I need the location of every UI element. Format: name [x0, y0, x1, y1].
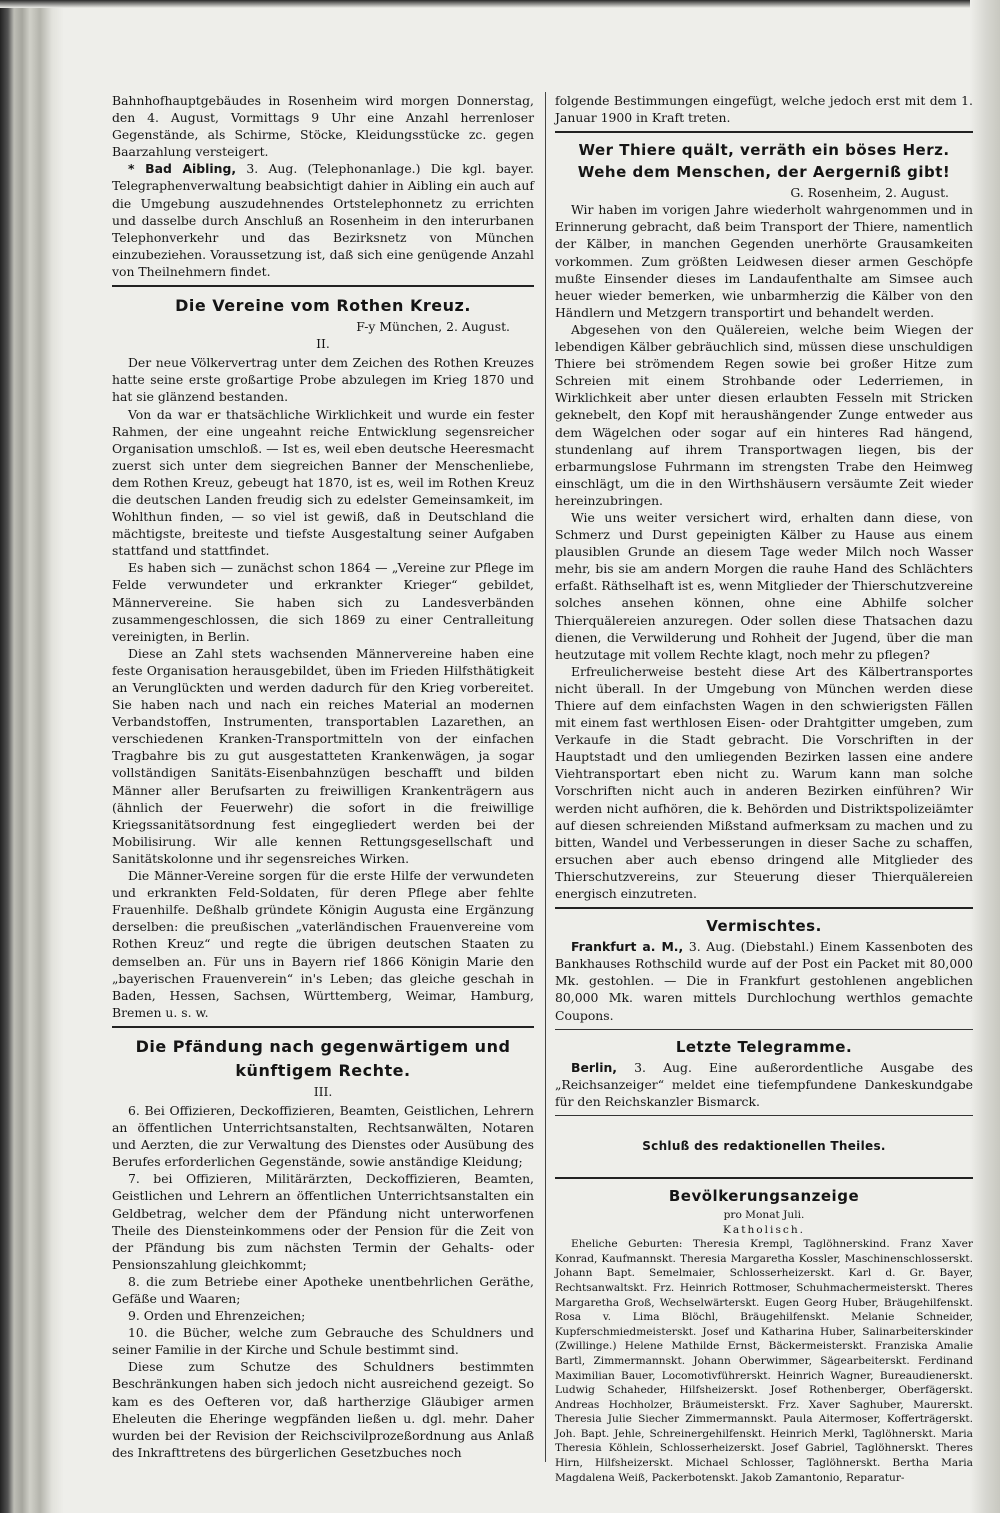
telegramme-text: 3. Aug. Eine außerordentliche Ausgabe des „Reichsanzeiger“ meldet eine tiefempfundene Dankeskundgabe für den Reichskanzler Bismarck. [555, 1059, 973, 1109]
rothes-kreuz-dateline: F-y München, 2. August. [356, 319, 510, 335]
closing-note: Schluß des redaktionellen Theiles. [642, 1138, 886, 1153]
thiere-heading-line1: Wer Thiere quält, verräth ein böses Herz. [578, 141, 950, 160]
left-column [112, 92, 534, 1461]
thiere-heading-line2: Wehe dem Menschen, der Aergerniß gibt! [577, 163, 951, 182]
intro-paragraph: Bahnhofhauptgebäudes in Rosenheim wird morgen Donnerstag, den 4. August, Vormittags 9 Uhr eine Anzahl herrenloser Gegenstände, als Schirme, Stöcke, Kleidungsstücke zc. gegen Baarzahlung versteigert. [112, 93, 534, 160]
section-rule [555, 131, 973, 133]
thiere-p3: Wie uns weiter versichert wird, erhalten dann diese, von Schmerz und Durst gepeinigten Kälber zu Hause aus einem plausiblen Grunde an diesem Tage weder Milch noch Wasser mehr, bis sie am andern Morgen die rauhe Hand des Schlächters erfaßt. Räthselhaft ist es, wenn Mitglieder der Thierschutzvereine solches ansehen können, ohne eine Abhilfe solcher Thierquälereien anzuregen. Oder sollen diese Thatsachen dazu dienen, die Verwilderung und Rohheit der Jugend, über die man heutzutage mit vollem Rechte klagt, noch mehr zu pflegen? [555, 509, 973, 662]
telegramme-paragraph [555, 1059, 973, 1110]
rothes-kreuz-part: II. [316, 336, 330, 352]
pfaendung-p2: 7. bei Offizieren, Militärärzten, Deckoffizieren, Beamten, Geistlichen und Lehrern an öffentlichen Unterrichtsanstalten ein Geldbetrag, welcher dem der Pfändung nicht unterworfenen Theile des Diensteinkommens oder der Pension für die Zeit von der Pfändung bis zum nächsten Termin der Gehalts- oder Pensionszahlung gleichkommt; [112, 1171, 534, 1272]
pfaendung-p3: 8. die zum Betriebe einer Apotheke unentbehrlichen Geräthe, Gefäße und Waaren; [112, 1273, 534, 1306]
pfaendung-p5: 10. die Bücher, welche zum Gebrauche des Schuldners und seiner Familie in der Kirche und Schule bestimmt sind. [112, 1325, 534, 1358]
page-top-shadow [0, 0, 1000, 8]
rothes-kreuz-p2: Von da war er thatsächliche Wirklichkeit und wurde ein fester Rahmen, der eine ungeahnt reiche Entwicklung segensreicher Organisation umschloß. — Ist es, weil eben deutsche Heeresmacht zuerst sich unter dem siegreichen Banner der Menschenliebe, dem Rothen Kreuz, gebeugt hat 1870, ist es, weil im Rothen Kreuz die deutschen Landen freudig sich zu edelster Gemeinsamkeit, im Wohlthun finden, — so viel ist gewiß, daß in Deutschland die mächtigste, breiteste und tiefste Ausgestaltung seiner Aufgaben stattfand und stattfindet. [112, 406, 534, 559]
right-column [555, 92, 973, 1485]
vermischtes-text: 3. Aug. (Diebstahl.) Einem Kassenboten des Bankhauses Rothschild wurde auf der Post ein Packet mit 80,000 Mk. gestohlen. — Die in Frankfurt gestohlenen angeblichen 80,000 Mk. waren mittels Durchlochung werthlos gemachte Coupons. [555, 939, 973, 1023]
pfaendung-p6: Diese zum Schutze des Schuldners bestimmten Beschränkungen haben sich jedoch nicht ausreichend gezeigt. So kam es des Oefteren vor, daß hartherzige Gläubiger armen Eheleuten die Eheringe wegpfänden ließen u. dgl. mehr. Daher wurden bei der Revision der Reichscivilprozeßordnung aus Anlaß des Inkrafttretens des bürgerlichen Gesetzbuches noch [112, 1359, 534, 1460]
rothes-kreuz-p1: Der neue Völkervertrag unter dem Zeichen des Rothen Kreuzes hatte seine erste großartige Probe abzulegen im Krieg 1870 und hat sie glänzend bestanden. [112, 355, 534, 405]
thiere-p1: Wir haben im vorigen Jahre wiederholt wahrgenommen und in Erinnerung gebracht, daß beim Transport der Thiere, namentlich der Kälber, in manchen Gegenden unerhörte Grausamkeiten vorkommen. Zum größten Leidwesen dieser armen Geschöpfe mußte Einsender dieses im Landaufenthalte am Simsee auch heuer wieder bemerken, wie unbarmherzig die Kälber von den Händlern und Metzgern transportirt und behandelt werden. [555, 202, 973, 320]
section-rule [112, 285, 534, 287]
aibling-paragraph [112, 160, 534, 280]
section-rule [555, 1029, 973, 1030]
column-divider [545, 92, 546, 1462]
bevoelkerung-heading: Bevölkerungsanzeige [668, 1186, 860, 1205]
thiere-p2: Abgesehen von den Quälereien, welche beim Wiegen der lebendigen Kälber gebräuchlich sind, müssen diese unschuldigen Thiere bei strömendem Regen sowie bei großer Hitze zum Schreien mit einem Strohbande oder Lederriemen, in Wirklichkeit aber unter diesen erlaubten Fesseln mit Stricken geknebelt, den Kopf mit heraushängender Zunge entweder aus dem Wägelchen oder sogar auf ein hinteres Rad hängend, stundenlang auf ihrem Transportwagen liegen, bis der erbarmungslose Fuhrmann im strengsten Trabe den Heimweg einschlägt, um die in den Wirthshäusern versäumte Zeit wieder hereinzubringen. [555, 321, 973, 508]
thiere-p4: Erfreulicherweise besteht diese Art des Kälbertransportes nicht überall. In der Umgebung von München werden diese Thiere auf dem einfachsten Wagen in den schwierigsten Fällen mit einem fast werthlosen Eisen- oder Drahtgitter umgeben, zum Verkaufe in die Stadt gebracht. Die Vorschriften in der Hauptstadt und den umliegenden Bezirken lassen eine andere Viehtransportart eben nicht zu. Warum kann man solche Vorschriften nicht auch in anderen Bezirken einführen? Wir werden nicht aufhören, die k. Behörden und Distriktspolizeiämter auf diesen schreienden Mißstand aufmerksam zu machen und zu bitten, Wandel und Verbesserungen in dieser Sache zu schaffen, ersuchen aber auch ebenso dringend alle Mitglieder des Thierschutzvereins, zur Steuerung dieser Thierquälereien energisch einzutreten. [555, 663, 973, 902]
pfaendung-heading-line1: Die Pfändung nach gegenwärtigem und [135, 1036, 511, 1056]
pfaendung-p1: 6. Bei Offizieren, Deckoffizieren, Beamten, Geistlichen, Lehrern an öffentlichen Unterrichtsanstalten, Rechtsanwälten, Notaren und Aerzten, die zur Verwaltung des Dienstes oder Ausübung des Berufes erforderlichen Gegenstände, sowie anständige Kleidung; [112, 1102, 534, 1170]
rothes-kreuz-p3: Es haben sich — zunächst schon 1864 — „Vereine zur Pflege im Felde verwundeter und erkrankter Krieger“ gebildet, Männervereine. Sie haben sich zu Landesverbänden zusammengeschlossen, die sich 1869 zu einer Centralleitung vereinigten, in Berlin. [112, 560, 534, 644]
page-right-edge [970, 0, 1000, 1513]
bevoelkerung-subheading: pro Monat Juli. [723, 1208, 805, 1221]
aibling-text: 3. Aug. (Telephonanlage.) Die kgl. bayer. Telegraphenverwaltung beabsichtigt dahier in Aibling ein auch auf die Umgebung auszudehnendes Ortstelephonnetz zu errichten und dasselbe durch Anschluß an Rosenheim in den interurbanen Telephonverkehr und das Bezirksnetz von München einzubeziehen. Voraussetzung ist, daß sich eine genügende Anzahl von Theilnehmern findet. [112, 161, 534, 279]
thiere-dateline: G. Rosenheim, 2. August. [790, 185, 949, 201]
vermischtes-heading: Vermischtes. [706, 917, 822, 936]
continuation-paragraph: folgende Bestimmungen eingefügt, welche jedoch erst mit dem 1. Januar 1900 in Kraft treten. [555, 93, 973, 126]
section-rule [112, 1026, 534, 1028]
rothes-kreuz-p5: Die Männer-Vereine sorgen für die erste Hilfe der verwundeten und erkrankten Feld-Soldaten, für deren Pflege aber fehlte Frauenhilfe. Deßhalb gründete Königin Augusta eine Ergänzung derselben: die preußischen „vaterländischen Frauenvereine vom Rothen Kreuz“ und regte die übrigen deutschen Staaten zu demselben an. Für uns in Bayern rief 1866 Königin Marie den „bayerischen Frauenverein“ in's Leben; das gleiche geschah in Baden, Hessen, Sachsen, Württemberg, Weimar, Hamburg, Bremen u. s. w. [112, 868, 534, 1020]
page-gutter-shadow [0, 0, 64, 1513]
section-rule [555, 1115, 973, 1116]
section-rule [555, 1177, 973, 1179]
pfaendung-p4: 9. Orden und Ehrenzeichen; [128, 1308, 306, 1324]
rothes-kreuz-heading: Die Vereine vom Rothen Kreuz. [175, 296, 471, 316]
bevoelkerung-confession: Katholisch. [722, 1223, 806, 1236]
vermischtes-paragraph [555, 938, 973, 1023]
vermischtes-lead: Frankfurt a. M., [571, 939, 684, 955]
rothes-kreuz-p4: Diese an Zahl stets wachsenden Männervereine haben eine feste Organisation herausgebildet, üben im Frieden Hilfsthätigkeit an Verunglückten und werden dadurch für den Krieg vorbereitet. Sie haben nach und nach ein reiches Material an modernen Verbandstoffen, Instrumenten, transportablen Lazarethen, an verschiedenen Kranken-Transportmitteln von der einfachen Tragbahre bis zu gut ausgestatteten Krankenwägen, ja sogar vollständigen Sanitäts-Eisenbahnzügen beschafft und bilden Männer aller Berufsarten zu freiwilligen Krankenträgern aus (ähnlich der Feuerwehr) die sofort in die freiwillige Kriegssanitätsordnung fest eingegliedert werden bei der Mobilisirung. Wir alle kennen Rettungsgesellschaft und Sanitätskolonne und ihr segensreiches Wirken. [112, 645, 534, 866]
pfaendung-part: III. [313, 1083, 333, 1099]
aibling-lead: * Bad Aibling, [128, 161, 237, 177]
pfaendung-heading-line2: künftigem Rechte. [235, 1060, 411, 1080]
bevoelkerung-text: Eheliche Geburten: Theresia Krempl, Taglöhnerskind. Franz Xaver Konrad, Kaufmannskt. Theresia Margaretha Kossler, Maschinenschlosserskt. Johann Bapt. Semelmaier, Schlosserheizerskt. Karl d. Gr. Bayer, Rechtsanwaltskt. Frz. Heinrich Rottmoser, Schuhmachermeisterskt. Theres Margaretha Groß, Wechselwärterskt. Eugen Georg Huber, Bräugehilfenskt. Rosa v. Lima Blöchl, Bräugehilfenskt. Melanie Schneider, Kupferschmiedmeisterskt. Josef und Katharina Huber, Salinarbeiterskinder (Zwillinge.) Helene Mathilde Ernst, Bäckermeisterskt. Franziska Amalie Bartl, Zimmermannskt. Johann Oberwimmer, Sägearbeiterskt. Ferdinand Maximilian Bauer, Locomotivführerskt. Heinrich Wagner, Bureaudienerskt. Ludwig Schaheder, Hilfsheizerskt. Josef Rothenberger, Oberfägerskt. Andreas Hochholzer, Bräumeisterskt. Frz. Xaver Saghuber, Maurerskt. Theresia Julie Siecher Zimmermannskt. Paula Aitermoser, Kofferträgerskt. Joh. Bapt. Jehle, Schreinergehilfenskt. Heinrich Merkl, Taglöhnerskt. Maria Theresia Köhlein, Schlosserheizerskt. Josef Gabriel, Taglöhnerskt. Theres Hirn, Hilfsheizerskt. Michael Schlosser, Taglöhnerskt. Bertha Maria Magdalena Weiß, Packerbotenskt. Jakob Zamantonio, Reparatur- [555, 1238, 973, 1484]
telegramme-lead: Berlin, [571, 1059, 617, 1075]
telegramme-heading: Letzte Telegramme. [675, 1037, 853, 1056]
section-rule [555, 907, 973, 909]
